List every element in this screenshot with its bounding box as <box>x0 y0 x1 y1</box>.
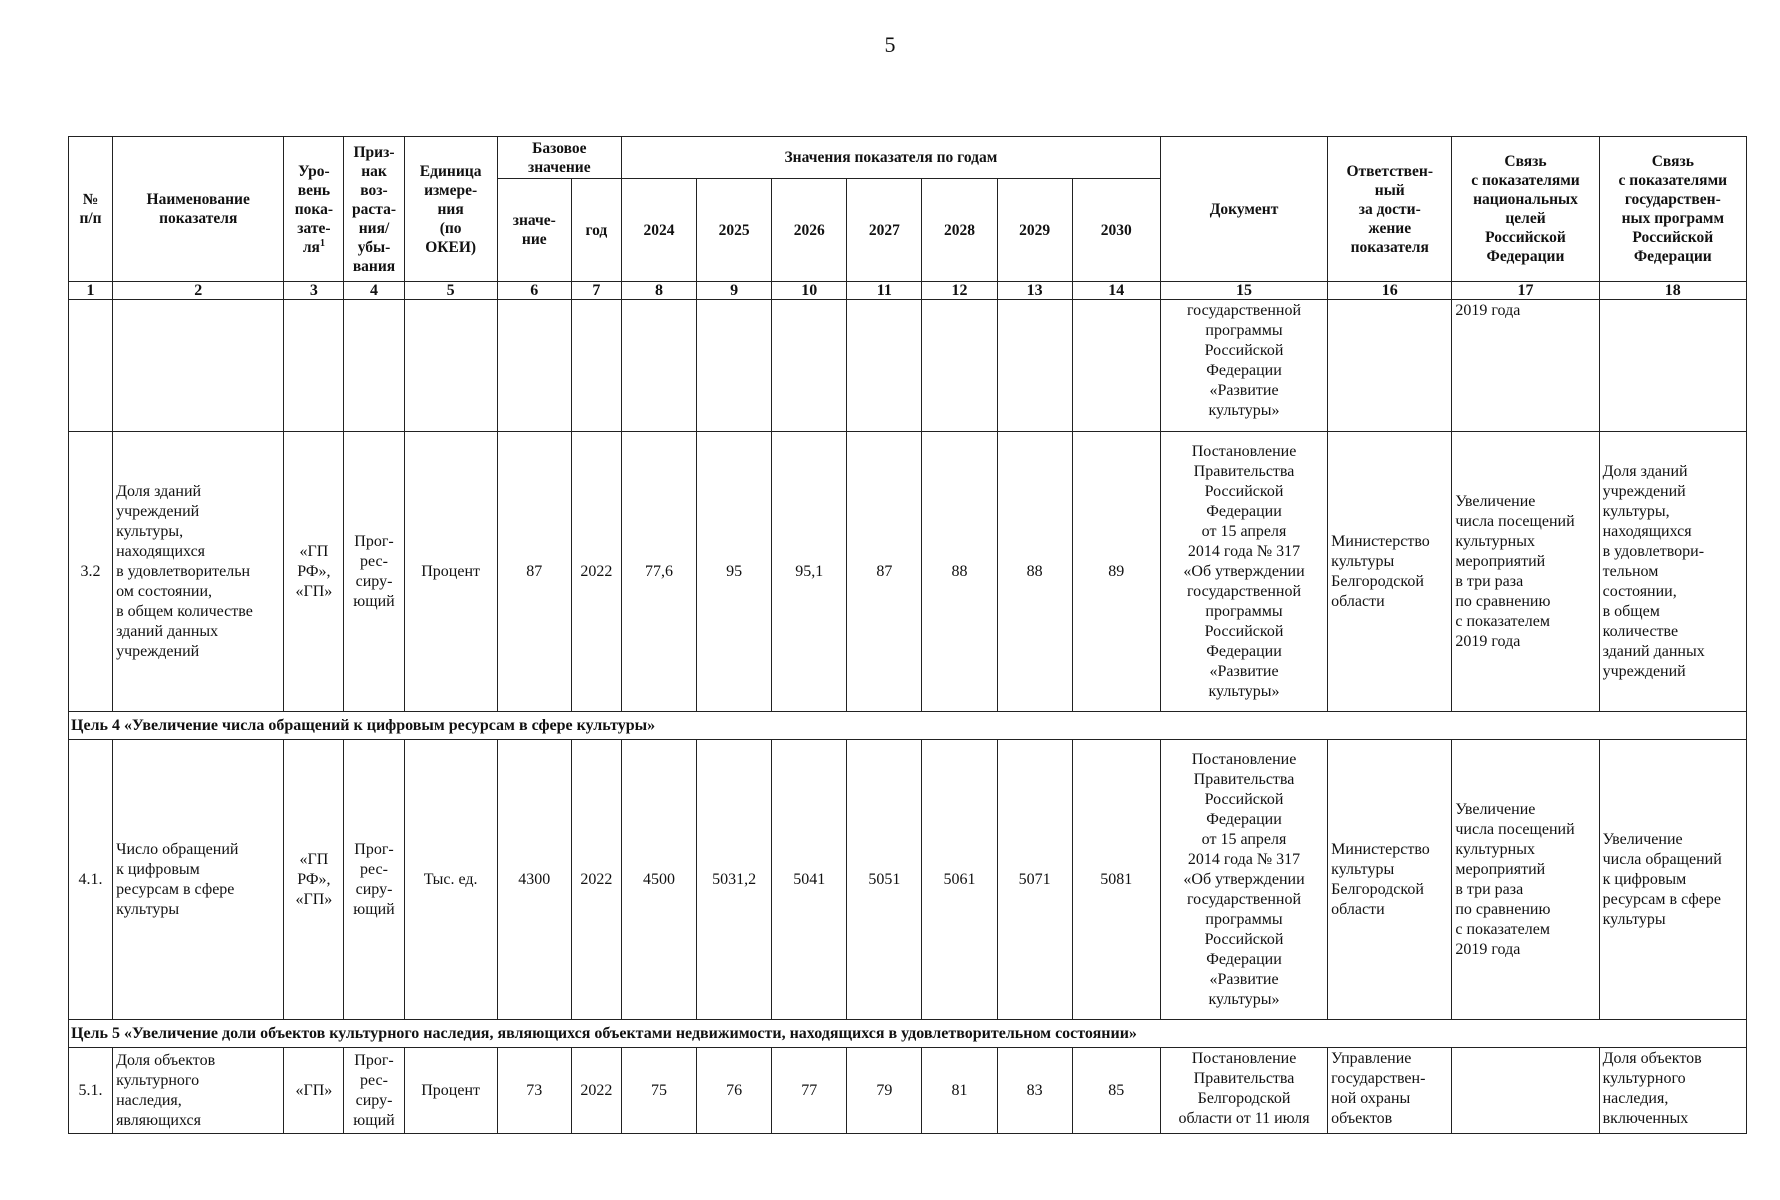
header-year-2029: 2029 <box>997 179 1072 282</box>
cell-value-2027: 87 <box>847 432 922 712</box>
cell-state-program-link: Увеличение числа обращений к цифровым ресурсам в сфере культуры <box>1599 740 1746 1020</box>
cell-national-link: Увеличение числа посещений культурных мероприятий в три раза по сравнению с показателем 2019 года <box>1452 432 1599 712</box>
cell-value-2024: 4500 <box>621 740 696 1020</box>
header-year-2027: 2027 <box>847 179 922 282</box>
column-number: 2 <box>113 282 284 300</box>
cell-value-2030: 89 <box>1072 432 1160 712</box>
cell-empty <box>1599 300 1746 432</box>
cell-value-2029: 83 <box>997 1048 1072 1134</box>
header-col-number: № п/п <box>69 137 113 282</box>
column-number: 6 <box>497 282 571 300</box>
cell-number: 5.1. <box>69 1048 113 1134</box>
cell-base-value: 87 <box>497 432 571 712</box>
cell-value-2026: 5041 <box>772 740 847 1020</box>
cell-empty <box>344 300 404 432</box>
cell-level: «ГП РФ», «ГП» <box>284 432 344 712</box>
header-year-2026: 2026 <box>772 179 847 282</box>
cell-empty <box>697 300 772 432</box>
cell-sign: Прог- рес- сиру- ющий <box>344 432 404 712</box>
cell-empty <box>571 300 621 432</box>
table-row-4-1 <box>69 740 1747 1020</box>
cell-value-2030: 85 <box>1072 1048 1160 1134</box>
cell-empty <box>113 300 284 432</box>
cell-value-2029: 88 <box>997 432 1072 712</box>
column-number: 4 <box>344 282 404 300</box>
cell-number: 4.1. <box>69 740 113 1020</box>
goal-row-5 <box>69 1020 1747 1048</box>
header-year-2028: 2028 <box>922 179 997 282</box>
cell-national-link: 2019 года <box>1452 300 1599 432</box>
header-col-base-year: год <box>571 179 621 282</box>
cell-responsible: Управление государствен- ной охраны объектов <box>1328 1048 1452 1134</box>
column-number: 15 <box>1160 282 1327 300</box>
cell-responsible: Министерство культуры Белгородской области <box>1328 740 1452 1020</box>
cell-base-year: 2022 <box>571 432 621 712</box>
cell-unit: Процент <box>404 432 497 712</box>
cell-name: Доля объектов культурного наследия, являющихся <box>113 1048 284 1134</box>
cell-level: «ГП» <box>284 1048 344 1134</box>
header-col-national-link: Связь с показателями национальных целей Российской Федерации <box>1452 137 1599 282</box>
cell-sign: Прог- рес- сиру- ющий <box>344 740 404 1020</box>
cell-value-2026: 77 <box>772 1048 847 1134</box>
cell-value-2025: 5031,2 <box>697 740 772 1020</box>
header-year-2025: 2025 <box>697 179 772 282</box>
column-number: 10 <box>772 282 847 300</box>
cell-value-2024: 75 <box>621 1048 696 1134</box>
table-row-5-1 <box>69 1048 1747 1134</box>
cell-value-2026: 95,1 <box>772 432 847 712</box>
header-col-state-program-link: Связь с показателями государствен- ных программ Российской Федерации <box>1599 137 1746 282</box>
cell-value-2029: 5071 <box>997 740 1072 1020</box>
header-col-responsible: Ответствен- ный за дости- жение показателя <box>1328 137 1452 282</box>
column-number: 1 <box>69 282 113 300</box>
column-numbers-row <box>69 282 1747 300</box>
header-years-group: Значения показателя по годам <box>621 137 1160 179</box>
cell-empty <box>922 300 997 432</box>
cell-responsible: Министерство культуры Белгородской области <box>1328 432 1452 712</box>
cell-base-value: 4300 <box>497 740 571 1020</box>
goal-title: Цель 4 «Увеличение числа обращений к цифровым ресурсам в сфере культуры» <box>69 712 1747 740</box>
cell-empty <box>404 300 497 432</box>
column-number: 18 <box>1599 282 1746 300</box>
footnote-mark: 1 <box>319 237 325 249</box>
cell-unit: Тыс. ед. <box>404 740 497 1020</box>
header-col-document: Документ <box>1160 137 1327 282</box>
cell-empty <box>284 300 344 432</box>
cell-base-value: 73 <box>497 1048 571 1134</box>
cell-value-2027: 5051 <box>847 740 922 1020</box>
cell-state-program-link: Доля объектов культурного наследия, включенных <box>1599 1048 1746 1134</box>
cell-empty <box>847 300 922 432</box>
cell-value-2030: 5081 <box>1072 740 1160 1020</box>
cell-unit: Процент <box>404 1048 497 1134</box>
header-base-group: Базовое значение <box>497 137 621 179</box>
header-col-base-value: значе- ние <box>497 179 571 282</box>
cell-base-year: 2022 <box>571 740 621 1020</box>
cell-empty <box>1072 300 1160 432</box>
cell-empty <box>69 300 113 432</box>
cell-value-2028: 88 <box>922 432 997 712</box>
column-number: 16 <box>1328 282 1452 300</box>
table-row-3-2 <box>69 432 1747 712</box>
cell-number: 3.2 <box>69 432 113 712</box>
cell-empty <box>997 300 1072 432</box>
cell-empty <box>621 300 696 432</box>
cell-value-2025: 76 <box>697 1048 772 1134</box>
goal-row-4 <box>69 712 1747 740</box>
column-number: 12 <box>922 282 997 300</box>
cell-national-link: Увеличение числа посещений культурных мероприятий в три раза по сравнению с показателем 2019 года <box>1452 740 1599 1020</box>
header-year-2030: 2030 <box>1072 179 1160 282</box>
cell-value-2028: 5061 <box>922 740 997 1020</box>
header-year-2024: 2024 <box>621 179 696 282</box>
cell-name: Число обращений к цифровым ресурсам в сфере культуры <box>113 740 284 1020</box>
column-number: 5 <box>404 282 497 300</box>
column-number: 11 <box>847 282 922 300</box>
header-col-level <box>284 137 344 282</box>
cell-national-link <box>1452 1048 1599 1134</box>
cell-sign: Прог- рес- сиру- ющий <box>344 1048 404 1134</box>
goal-title: Цель 5 «Увеличение доли объектов культурного наследия, являющихся объектами недвижимости, находящихся в удовлетворительном состоянии» <box>69 1020 1747 1048</box>
indicators-table <box>68 136 1747 1134</box>
column-number: 8 <box>621 282 696 300</box>
header-col-unit: Единица измере- ния (по ОКЕИ) <box>404 137 497 282</box>
column-number: 13 <box>997 282 1072 300</box>
cell-document: государственной программы Российской Федерации «Развитие культуры» <box>1160 300 1327 432</box>
cell-level: «ГП РФ», «ГП» <box>284 740 344 1020</box>
cell-document: Постановление Правительства Российской Федерации от 15 апреля 2014 года № 317 «Об утверждении государственной программы Российской Федерации «Развитие культуры» <box>1160 740 1327 1020</box>
column-number: 3 <box>284 282 344 300</box>
cell-document: Постановление Правительства Российской Федерации от 15 апреля 2014 года № 317 «Об утверждении государственной программы Российской Федерации «Развитие культуры» <box>1160 432 1327 712</box>
cell-value-2024: 77,6 <box>621 432 696 712</box>
column-number: 7 <box>571 282 621 300</box>
header-col-level-text: Уро- вень пока- зате- ля <box>294 162 334 256</box>
header-col-sign: Приз- нак воз- раста- ния/ убы- вания <box>344 137 404 282</box>
cell-state-program-link: Доля зданий учреждений культуры, находящихся в удовлетвори- тельном состоянии, в общем количестве зданий данных учреждений <box>1599 432 1746 712</box>
cell-value-2028: 81 <box>922 1048 997 1134</box>
header-col-name: Наименование показателя <box>113 137 284 282</box>
cell-value-2027: 79 <box>847 1048 922 1134</box>
cell-document: Постановление Правительства Белгородской области от 11 июля <box>1160 1048 1327 1134</box>
cell-base-year: 2022 <box>571 1048 621 1134</box>
header-row-1 <box>69 137 1747 179</box>
cell-value-2025: 95 <box>697 432 772 712</box>
cell-name: Доля зданий учреждений культуры, находящихся в удовлетворительн ом состоянии, в общем количестве зданий данных учреждений <box>113 432 284 712</box>
cell-empty <box>1328 300 1452 432</box>
column-number: 14 <box>1072 282 1160 300</box>
table-row-continuation <box>69 300 1747 432</box>
cell-empty <box>497 300 571 432</box>
column-number: 9 <box>697 282 772 300</box>
cell-empty <box>772 300 847 432</box>
column-number: 17 <box>1452 282 1599 300</box>
page-number: 5 <box>884 32 896 57</box>
